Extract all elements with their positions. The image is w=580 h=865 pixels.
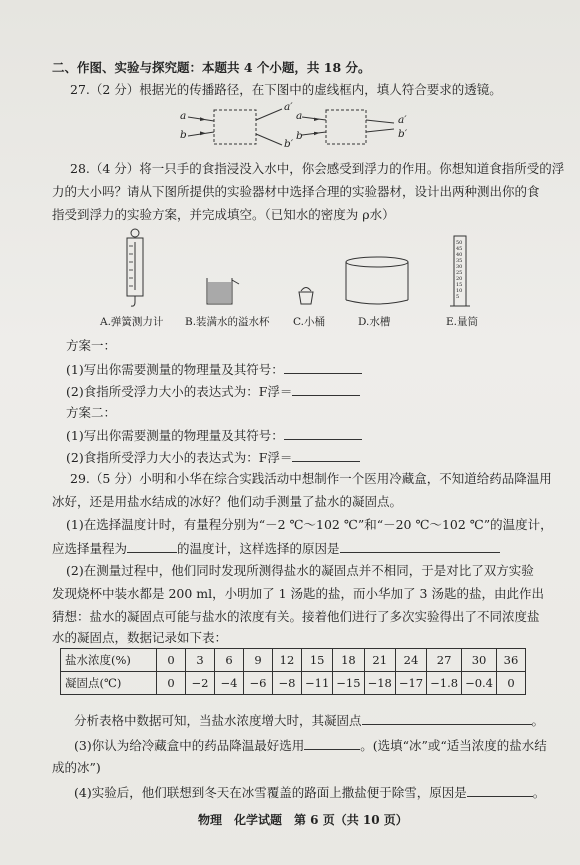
plan1-q2-blank[interactable]	[292, 383, 360, 396]
overflow-cup-icon	[204, 272, 240, 308]
page-footer: 物理 化学试题 第 6 页（共 10 页）	[198, 813, 408, 827]
q29-p2-line2: 发现烧杯中装水都是 200 ml，小明加了 1 汤匙的盐，而小华加了 3 汤匙的盐，由此作出	[52, 586, 544, 601]
table-cell: 0	[497, 672, 526, 695]
q27-label-b2: b	[296, 130, 303, 142]
cylinder-tick: 50	[456, 240, 463, 246]
table-row-concentration	[61, 649, 526, 672]
table-cell: −11	[302, 672, 333, 695]
table-cell: −8	[273, 672, 302, 695]
table-cell: −1.8	[427, 672, 462, 695]
plan1-q2-text: (2)食指所受浮力大小的表达式为：F浮＝	[66, 384, 293, 399]
reason-blank[interactable]	[340, 540, 500, 553]
q28-line3: 指受到浮力的实验方案，并完成填空。（已知水的密度为 ρ水）	[52, 207, 395, 222]
plan1-q1	[66, 361, 362, 378]
table-cell: 3	[186, 649, 215, 672]
q28-line1: 28.（4 分）将一只手的食指浸没入水中，你会感受到浮力的作用。你想知道食指所受的浮	[70, 161, 565, 176]
cylinder-tick: 10	[456, 288, 463, 294]
q27-label-a2-prime: a′	[398, 114, 407, 126]
salt-water-table	[60, 648, 526, 695]
table-cell: −0.4	[462, 672, 497, 695]
spring-scale-icon	[120, 228, 150, 310]
q27-diagram-left	[178, 104, 298, 150]
q27-text: 27.（2 分）根据光的传播路径，在下图中的虚线框内，填人符合要求的透镜。	[70, 82, 502, 97]
table-cell: 27	[427, 649, 462, 672]
q29-analysis-text: 分析表格中数据可知，当盐水浓度增大时，其凝固点	[74, 713, 362, 728]
cylinder-scale	[456, 240, 466, 300]
table-row-freezing-point	[61, 672, 526, 695]
q29-p2-line3: 猜想：盐水的凝固点可能与盐水的浓度有关。接着他们进行了多次实验得出了不同浓度盐	[52, 609, 540, 624]
range-blank[interactable]	[127, 540, 177, 553]
table-cell: −4	[215, 672, 244, 695]
cylinder-tick: 30	[456, 264, 463, 270]
table-cell: −2	[186, 672, 215, 695]
plan1-title: 方案一：	[66, 338, 117, 353]
table-cell: 0	[157, 649, 186, 672]
table-cell: −17	[395, 672, 426, 695]
q29-p1-text-b: 的温度计，这样选择的原因是	[177, 541, 340, 556]
q29-line2: 冰好，还是用盐水结成的冰好？他们动手测量了盐水的凝固点。	[52, 494, 403, 509]
section-header: 二、作图、实验与探究题：本题共 4 个小题，共 18 分。	[52, 60, 371, 75]
apparatus-e-label: E.量筒	[446, 316, 479, 328]
table-cell: 12	[273, 649, 302, 672]
q29-p4: (4)实验后，他们联想到冬天在冰雪覆盖的路面上撒盐便于除雪，原因是 。	[74, 785, 546, 800]
table-cell: 24	[395, 649, 426, 672]
q29-p2-line4: 水的凝固点，数据记录如下表：	[52, 630, 228, 645]
q29-p3-cont: 成的冰”)	[52, 760, 101, 775]
cylinder-tick: 45	[456, 246, 463, 252]
plan2-q1-text: (1)写出你需要测量的物理量及其符号：	[66, 428, 284, 443]
table-cell: 18	[333, 649, 364, 672]
q29-p1-line2	[52, 540, 500, 557]
table-cell: −6	[244, 672, 273, 695]
water-tank-icon	[342, 254, 412, 308]
plan2-q1	[66, 427, 362, 444]
apparatus-b-label: B.装满水的溢水杯	[185, 316, 270, 328]
plan2-title: 方案二：	[66, 405, 117, 420]
table-cell: 6	[215, 649, 244, 672]
q27-label-b2-prime: b′	[398, 128, 408, 140]
plan1-q2	[66, 383, 360, 400]
q29-p3-text-b: 。(选填“冰”或“适当浓度的盐水结	[360, 738, 547, 753]
cylinder-tick: 25	[456, 270, 463, 276]
plan2-q2	[66, 449, 360, 466]
apparatus-c-label: C.小桶	[293, 316, 325, 328]
table-cell: 9	[244, 649, 273, 672]
plan1-q1-blank[interactable]	[284, 361, 362, 374]
table-header-concentration: 盐水浓度(%)	[61, 649, 157, 672]
q27-label-a2: a	[296, 110, 303, 122]
choice-blank[interactable]	[304, 737, 360, 750]
q27-label-b: b	[180, 129, 187, 141]
q29-line1: 29.（5 分）小明和小华在综合实践活动中想制作一个医用冷藏盒，不知道给药品降温用	[70, 471, 552, 486]
q29-analysis: 分析表格中数据可知，当盐水浓度增大时，其凝固点 。	[74, 713, 545, 728]
table-cell: 0	[157, 672, 186, 695]
plan1-q1-text: (1)写出你需要测量的物理量及其符号：	[66, 362, 284, 377]
q29-p4-text: (4)实验后，他们联想到冬天在冰雪覆盖的路面上撒盐便于除雪，原因是	[74, 785, 467, 800]
q28-line2: 力的大小吗？请从下图所提供的实验器材中选择合理的实验器材，设计出两种测出你的食	[52, 184, 540, 199]
analysis-blank[interactable]	[362, 712, 532, 725]
table-cell: −15	[333, 672, 364, 695]
table-cell: 15	[302, 649, 333, 672]
reason-blank-2[interactable]	[467, 784, 533, 797]
q29-p1-line1: (1)在选择温度计时，有量程分别为“－2 ℃～102 ℃”和“－20 ℃～102 ℃”的温度计，	[66, 517, 553, 532]
cylinder-tick: 35	[456, 258, 463, 264]
apparatus-a-label: A.弹簧测力计	[100, 316, 164, 328]
cylinder-tick: 5	[456, 294, 460, 300]
q27-label-b-prime: b′	[284, 138, 294, 150]
apparatus-d-label: D.水槽	[358, 316, 391, 328]
plan2-q1-blank[interactable]	[284, 427, 362, 440]
table-cell: 21	[364, 649, 395, 672]
q29-p1-text-a: 应选择量程为	[52, 541, 128, 556]
q29-p2-line1: (2)在测量过程中，他们同时发现所测得盐水的凝固点并不相同，于是对比了双方实验	[66, 563, 534, 578]
table-cell: 36	[497, 649, 526, 672]
cylinder-tick: 20	[456, 276, 463, 282]
small-bucket-icon	[296, 284, 316, 306]
q29-p3-text-a: (3)你认为给冷藏盒中的药品降温最好选用	[74, 738, 305, 753]
q27-label-a-prime: a′	[284, 101, 293, 113]
q29-p3	[74, 737, 547, 754]
cylinder-tick: 40	[456, 252, 463, 258]
cylinder-tick: 15	[456, 282, 463, 288]
table-cell: 30	[462, 649, 497, 672]
q27-diagram-right	[296, 104, 416, 150]
plan2-q2-blank[interactable]	[292, 449, 360, 462]
q27-label-a: a	[180, 110, 187, 122]
plan2-q2-text: (2)食指所受浮力大小的表达式为：F浮＝	[66, 450, 293, 465]
table-header-freezing-point: 凝固点(℃)	[61, 672, 157, 695]
table-cell: −18	[364, 672, 395, 695]
